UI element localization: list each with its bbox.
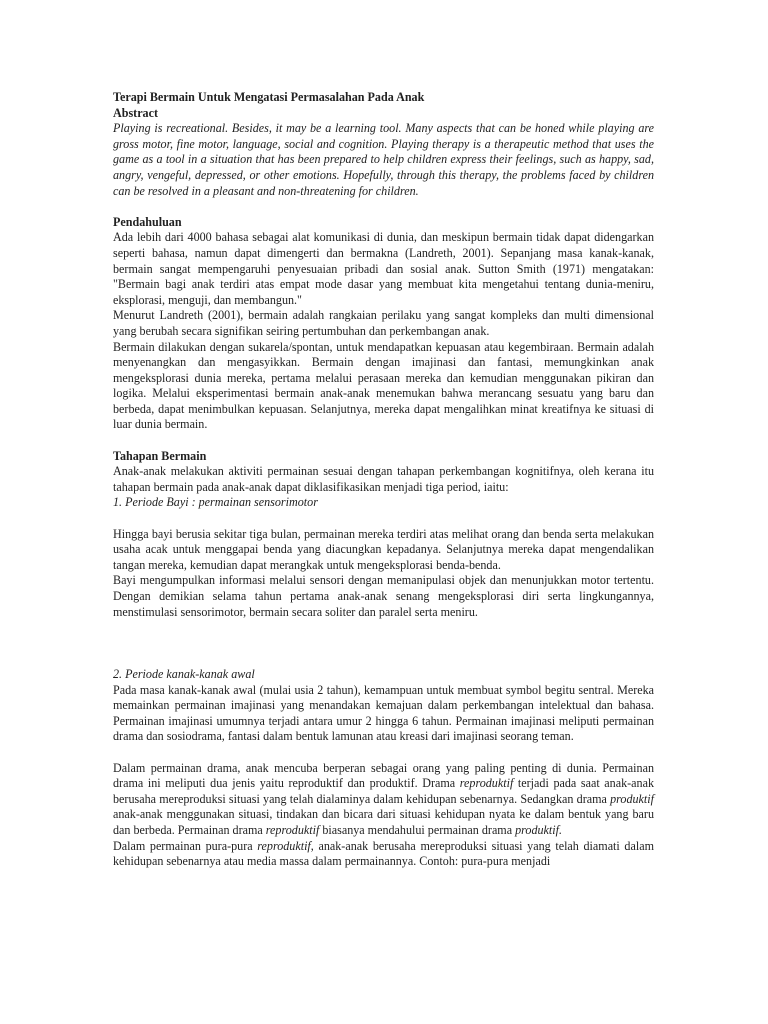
paragraph: Pada masa kanak-kanak awal (mulai usia 2 tahun), kemampuan untuk membuat symbol begitu sentral. Mereka memainkan permainan imajinasi yang menandakan kemajuan dalam perkembangan intelektual dan bahasa. Permainan imajinasi umumnya terjadi antara umur 2 hingga 6 tahun. Permainan imajinasi meliputi permainan drama dan sosiodrama, fantasi dalam bentuk lamunan atau kreasi dari imajinasi seorang teman.: [113, 682, 654, 744]
text-run: anak-anak menggunakan situasi, tindakan dan bicara dari situasi kehidupan nyata ke dalam bentuk yang baru dan berbeda. Permainan drama: [113, 807, 654, 837]
emphasis-term: reproduktif: [265, 822, 320, 837]
subheading-periode-kanak-kanak: 2. Periode kanak-kanak awal: [113, 666, 255, 681]
paragraph-pura-pura: [113, 839, 654, 870]
emphasis-term: reproduktif: [257, 838, 311, 853]
section-heading-pendahuluan: Pendahuluan: [113, 214, 182, 229]
paragraph: Hingga bayi berusia sekitar tiga bulan, permainan mereka terdiri atas melihat orang dan benda serta melakukan usaha acak untuk menggapai benda yang diacungkan kepadanya. Selanjutnya mereka dapat mengendalikan tangan mereka, kemudian dapat merangkak untuk mengeksplorasi benda-benda.: [113, 526, 654, 572]
abstract-heading: Abstract: [113, 105, 159, 120]
text-run: , anak-anak berusaha mereproduksi situasi yang telah diamati dalam kehidupan sebenarnya atau media massa dalam permainannya. Contoh: pura-pura menjadi: [113, 838, 654, 869]
emphasis-term: produktif: [610, 791, 654, 806]
emphasis-term: produktif.: [515, 822, 563, 837]
text-run: Dalam permainan drama, anak mencuba berperan sebagai orang yang paling penting di dunia. Permainan drama ini meliputi dua jenis yaitu reproduktif dan produktif. Drama: [113, 760, 654, 791]
paragraph: Bermain dilakukan dengan sukarela/spontan, untuk mendapatkan kepuasan atau kegembiraan. Bermain adalah menyenangkan dan mengasyikkan. Bermain dengan imajinasi dan fantasi, memungkinkan anak mengeksplorasi dunia mereka, pertama melalui perasaan mereka dan kemudian menggunakan pikiran dan logika. Melalui eksperimentasi bermain anak-anak menemukan bahwa merancang sesuatu yang baru dan berbeda, dapat menimbulkan kepuasan. Selanjutnya, mereka dapat mengalihkan minat kreatifnya ke situasi di luar dunia bermain.: [113, 339, 654, 432]
section-heading-tahapan: Tahapan Bermain: [113, 448, 207, 463]
paragraph-drama: [113, 761, 654, 839]
document-title: Terapi Bermain Untuk Mengatasi Permasalahan Pada Anak: [113, 90, 425, 104]
text-run: biasanya mendahului permainan drama: [319, 822, 516, 837]
abstract-text: Playing is recreational. Besides, it may be a learning tool. Many aspects that can be honed while playing are gross motor, fine motor, language, social and cognition. Playing therapy is a therapeutic method that uses the game as a tool in a situation that has been prepared to help children express their feelings, such as happy, sad, angry, vengeful, depressed, or other emotions. Hopefully, through this therapy, the problems faced by children can be resolved in a pleasant and non-threatening for children.: [113, 121, 654, 198]
paragraph: Menurut Landreth (2001), bermain adalah rangkaian perilaku yang sangat kompleks dan multi dimensional yang berubah secara signifikan seiring pertumbuhan dan perkembangan anak.: [113, 308, 654, 338]
paragraph: Anak-anak melakukan aktiviti permainan sesuai dengan tahapan perkembangan kognitifnya, oleh kerana itu tahapan bermain pada anak-anak dapat diklasifikasikan menjadi tiga period, iaitu:: [113, 464, 654, 494]
paragraph: Ada lebih dari 4000 bahasa sebagai alat komunikasi di dunia, dan meskipun bermain tidak dapat didengarkan seperti bahasa, namun dapat dimengerti dan bermakna (Landreth, 2001). Sepanjang masa kanak-kanak, bermain sangat mempengaruhi penyesuaian pribadi dan sosial anak. Sutton Smith (1971) mengatakan: "Bermain bagi anak terdiri atas empat mode dasar yang membuat kita mengetahui tentang dunia-meniru, eksplorasi, menguji, dan membangun.": [113, 230, 654, 307]
subheading-periode-bayi: 1. Periode Bayi : permainan sensorimotor: [113, 495, 318, 510]
text-run: terjadi pada saat anak-anak berusaha mereproduksi situasi yang telah dialaminya dalam kehidupan sebenarnya. Sedangkan drama: [113, 776, 654, 806]
document-body: [113, 90, 654, 870]
paragraph: Bayi mengumpulkan informasi melalui sensori dengan memanipulasi objek dan menunjukkan motor tertentu. Dengan demikian selama tahun pertama anak-anak senang mengeksplorasi diri serta lingkungannya, menstimulasi sensorimotor, bermain secara soliter dan paralel serta meniru.: [113, 573, 654, 619]
emphasis-term: reproduktif: [459, 776, 514, 791]
text-run: Dalam permainan pura-pura: [113, 838, 258, 853]
